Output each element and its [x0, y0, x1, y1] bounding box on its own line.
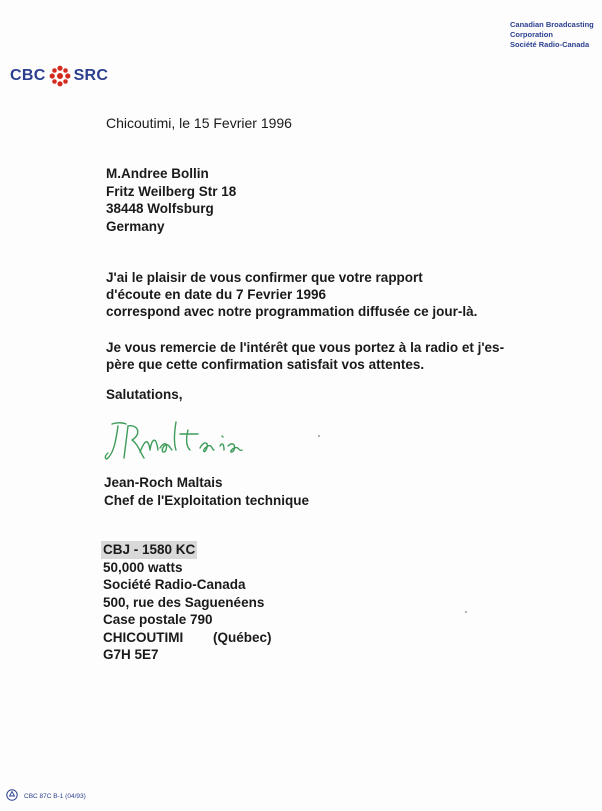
logo-text-cbc: CBC [10, 67, 46, 84]
paragraph-line: correspond avec notre programmation diffusée ce jour-là. [106, 304, 478, 319]
recycle-icon [6, 789, 18, 803]
signer-name: Jean-Roch Maltais [104, 475, 223, 490]
paper-speck [465, 611, 467, 613]
paragraph-line: J'ai le plaisir de vous confirmer que votre rapport [106, 270, 423, 285]
date-line: Chicoutimi, le 15 Fevrier 1996 [106, 115, 292, 131]
footer-form-code [6, 789, 86, 803]
cbc-src-logo [10, 66, 108, 86]
paragraph-thanks [106, 339, 576, 373]
station-postal-code: G7H 5E7 [103, 647, 159, 662]
station-city-line [103, 629, 272, 647]
station-call-sign: CBJ - 1580 KC [103, 542, 196, 557]
station-info-block [103, 541, 272, 664]
signer-title: Chef de l'Exploitation technique [104, 493, 309, 508]
station-owner: Société Radio-Canada [103, 577, 246, 592]
recipient-address [106, 165, 236, 235]
corporation-line-1: Canadian Broadcasting [510, 20, 594, 29]
cbc-gem-icon [49, 65, 71, 87]
recipient-city: 38448 Wolfsburg [106, 201, 214, 216]
handwritten-signature [104, 412, 274, 469]
recipient-country: Germany [106, 218, 165, 234]
corporation-line-2: Corporation [510, 30, 553, 39]
station-power: 50,000 watts [103, 559, 183, 575]
station-street: 500, rue des Saguenéens [103, 594, 265, 610]
paper-speck [318, 435, 320, 437]
logo-text-src: SRC [73, 67, 109, 84]
station-po-box: Case postale 790 [103, 612, 213, 627]
corporation-name-block [510, 20, 602, 50]
recipient-street: Fritz Weilberg Str 18 [106, 183, 237, 199]
paragraph-confirmation [106, 269, 576, 320]
station-city: CHICOUTIMI [103, 629, 184, 645]
paragraph-line: Je vous remercie de l'intérêt que vous portez à la radio et j'es- [106, 340, 505, 355]
recipient-name: M.Andree Bollin [106, 166, 209, 181]
signer-block [104, 474, 309, 510]
paragraph-line: d'écoute en date du 7 Fevrier 1996 [106, 287, 327, 302]
salutation: Salutations, [106, 387, 183, 402]
station-province: (Québec) [213, 629, 272, 645]
corporation-line-3: Société Radio-Canada [510, 40, 590, 49]
form-code-text: CBC 87C B-1 (04/93) [24, 792, 86, 800]
paragraph-line: père que cette confirmation satisfait vos attentes. [106, 357, 425, 372]
